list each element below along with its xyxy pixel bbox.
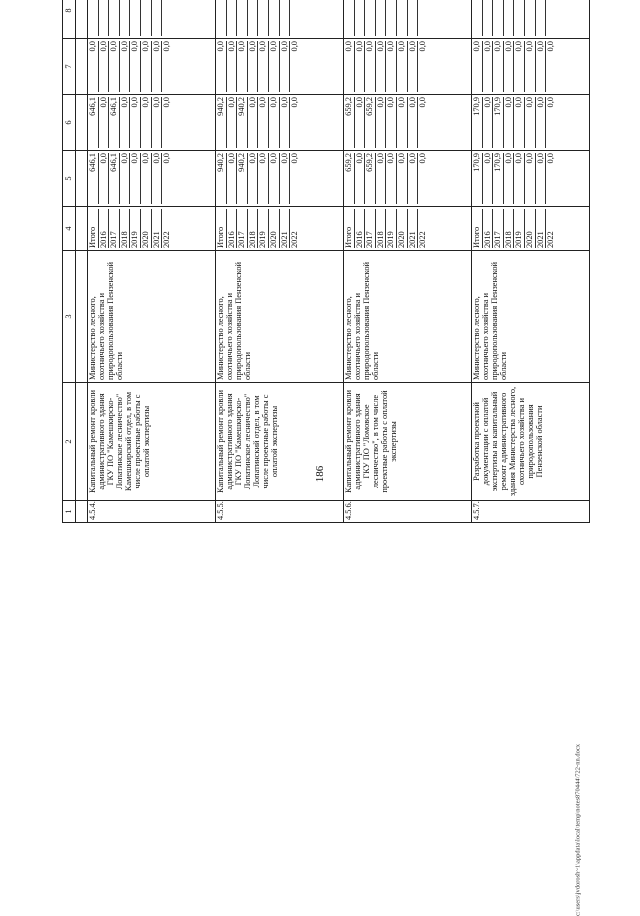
funding-value [365, 0, 376, 36]
funding-value: 0,0 [269, 97, 280, 148]
executor: Министерство лесного, охотничьего хозяйства и природопользования Пензенской области [216, 251, 344, 383]
funding-value: 0,0 [227, 41, 238, 92]
funding-value: 0,0 [141, 41, 152, 92]
executor: Министерство лесного, охотничьего хозяйства и природопользования Пензенской области [88, 251, 216, 383]
funding-value: 0,0 [514, 97, 525, 148]
funding-value: 0,0 [162, 153, 172, 164]
funding-value [290, 0, 300, 36]
funding-value: 0,0 [290, 153, 300, 164]
funding-value: 940,2 [237, 97, 248, 148]
funding-value: 0,0 [386, 153, 397, 204]
funding-value: 0,0 [99, 41, 110, 92]
funding-value [248, 0, 259, 36]
funding-value: 0,0 [280, 97, 291, 148]
funding-value: 0,0 [152, 97, 163, 148]
funding-value: 0,0 [99, 97, 110, 148]
funding-value [514, 0, 525, 36]
year-list [88, 207, 216, 251]
year-label: 2019 [514, 209, 525, 248]
year-label: 2022 [546, 231, 556, 248]
funding-value: 0,0 [483, 41, 494, 92]
funding-value: 659,2 [344, 153, 355, 204]
funding-value [386, 0, 397, 36]
funding-value: 0,0 [408, 97, 419, 148]
funding-value [88, 0, 99, 36]
row-number: 4.5.5. [216, 501, 344, 523]
funding-value: 0,0 [130, 97, 141, 148]
funding-value [280, 0, 291, 36]
funding-value: 940,2 [216, 97, 227, 148]
funding-value: 0,0 [536, 41, 547, 92]
year-label: 2017 [365, 209, 376, 248]
year-label: 2021 [280, 209, 291, 248]
funding-c7 [344, 39, 472, 95]
funding-value: 0,0 [290, 41, 300, 52]
year-label: 2016 [99, 209, 110, 248]
funding-value: 0,0 [258, 97, 269, 148]
measure-name: Капитальный ремонт кровли административного здания ГКУ ПО "Ломовское лесничество", в том числе проектные работы с оплатой экспертизы [344, 383, 472, 501]
program-measures-table [62, 0, 590, 523]
funding-value: 0,0 [386, 97, 397, 148]
funding-value [536, 0, 547, 36]
funding-value: 0,0 [397, 97, 408, 148]
year-label: 2020 [525, 209, 536, 248]
funding-value: 0,0 [525, 41, 536, 92]
funding-value: 0,0 [472, 41, 483, 92]
funding-value: 0,0 [408, 153, 419, 204]
year-label: 2021 [536, 209, 547, 248]
funding-c5 [344, 151, 472, 207]
column-header: 7 [63, 39, 76, 95]
funding-value: 0,0 [525, 97, 536, 148]
funding-value: 0,0 [130, 41, 141, 92]
funding-value [162, 0, 172, 36]
year-label: 2018 [376, 209, 387, 248]
funding-value: 170,9 [493, 153, 504, 204]
funding-value [546, 0, 556, 36]
funding-value: 0,0 [141, 153, 152, 204]
funding-value: 659,2 [365, 153, 376, 204]
footer-file-path: c:\users\jvdorosh~1\appdata\local\temp\notes870444\722-nn.docx [574, 744, 582, 916]
funding-c5 [88, 151, 216, 207]
funding-value: 0,0 [290, 97, 300, 108]
funding-value [216, 0, 227, 36]
funding-value: 0,0 [355, 41, 366, 92]
funding-value: 0,0 [418, 153, 428, 164]
funding-value [418, 0, 428, 36]
year-list [216, 207, 344, 251]
column-header: 6 [63, 95, 76, 151]
funding-value: 0,0 [120, 41, 131, 92]
funding-value: 0,0 [141, 97, 152, 148]
funding-value [355, 0, 366, 36]
subheader-row [76, 0, 88, 523]
funding-value: 0,0 [418, 97, 428, 108]
funding-value: 0,0 [280, 153, 291, 204]
executor: Министерство лесного, охотничьего хозяйства и природопользования Пензенской области [344, 251, 472, 383]
funding-value: 0,0 [162, 41, 172, 52]
funding-value: 0,0 [216, 41, 227, 92]
funding-c6 [88, 95, 216, 151]
funding-value: 0,0 [493, 41, 504, 92]
column-header: 1 [63, 501, 76, 523]
funding-c5 [216, 151, 344, 207]
year-label: 2018 [120, 209, 131, 248]
funding-value: 0,0 [504, 153, 515, 204]
year-label: 2017 [237, 209, 248, 248]
year-label: 2017 [109, 209, 120, 248]
funding-value: 940,2 [237, 153, 248, 204]
funding-value: 0,0 [109, 41, 120, 92]
funding-value [99, 0, 110, 36]
funding-value: 0,0 [152, 41, 163, 92]
funding-c6 [344, 95, 472, 151]
funding-value [493, 0, 504, 36]
column-header: 2 [63, 383, 76, 501]
funding-value: 0,0 [386, 41, 397, 92]
column-header: 8 [63, 0, 76, 39]
funding-value: 0,0 [258, 153, 269, 204]
funding-value: 646,1 [88, 153, 99, 204]
year-label: 2021 [408, 209, 419, 248]
year-label: 2019 [386, 209, 397, 248]
funding-value: 0,0 [418, 41, 428, 52]
funding-value: 0,0 [344, 41, 355, 92]
funding-value [120, 0, 131, 36]
measure-name: Капитальный ремонт кровли административного здания ГКУ ПО "Камешкирско-Лопатинское лесничество" Камешкирский отдел, в том числе проектные работы с оплатой экспертизы [88, 383, 216, 501]
funding-value [227, 0, 238, 36]
year-label: 2016 [483, 209, 494, 248]
measure-name: Разработка проектной документации с оплатой экспертизы на капитальный ремонт административного здания Министерства лесного, охотничьего хозяйства и природопользования Пензенской области [472, 383, 590, 501]
funding-value [525, 0, 536, 36]
column-number-header-row [63, 0, 76, 523]
table-row [216, 0, 344, 523]
year-label: Итого [344, 209, 355, 248]
funding-value: 646,1 [88, 97, 99, 148]
funding-value: 659,2 [344, 97, 355, 148]
funding-value [258, 0, 269, 36]
funding-value: 0,0 [269, 41, 280, 92]
year-label: 2018 [504, 209, 515, 248]
funding-value: 0,0 [269, 153, 280, 204]
page-number: 186 [314, 465, 326, 483]
funding-value: 940,2 [216, 153, 227, 204]
year-label: 2020 [397, 209, 408, 248]
year-label: 2019 [130, 209, 141, 248]
year-label: 2022 [162, 231, 172, 248]
funding-value: 0,0 [408, 41, 419, 92]
funding-value: 0,0 [88, 41, 99, 92]
row-number: 4.5.7. [472, 501, 590, 523]
funding-value: 0,0 [514, 41, 525, 92]
column-header: 5 [63, 151, 76, 207]
funding-value: 646,1 [109, 153, 120, 204]
year-list [472, 207, 590, 251]
column-header: 3 [63, 251, 76, 383]
funding-value: 0,0 [280, 41, 291, 92]
funding-c8 [216, 0, 344, 39]
funding-value: 0,0 [483, 153, 494, 204]
year-label: 2016 [227, 209, 238, 248]
funding-c6 [472, 95, 590, 151]
funding-value: 0,0 [162, 97, 172, 108]
funding-value: 0,0 [525, 153, 536, 204]
column-header: 4 [63, 207, 76, 251]
funding-value: 0,0 [227, 97, 238, 148]
year-label: Итого [216, 209, 227, 248]
funding-value: 0,0 [514, 153, 525, 204]
funding-value: 0,0 [504, 97, 515, 148]
funding-value [483, 0, 494, 36]
funding-c7 [216, 39, 344, 95]
funding-value: 0,0 [248, 97, 259, 148]
funding-value: 0,0 [504, 41, 515, 92]
funding-value [152, 0, 163, 36]
table-body [88, 0, 590, 523]
funding-value: 0,0 [536, 97, 547, 148]
executor: Министерство лесного, охотничьего хозяйства и природопользования Пензенской области [472, 251, 590, 383]
funding-value: 0,0 [152, 153, 163, 204]
year-label: Итого [472, 209, 483, 248]
funding-c5 [472, 151, 590, 207]
funding-value: 0,0 [227, 153, 238, 204]
year-label: 2018 [248, 209, 259, 248]
funding-c8 [472, 0, 590, 39]
funding-value: 0,0 [376, 97, 387, 148]
funding-value: 0,0 [355, 97, 366, 148]
funding-value [237, 0, 248, 36]
funding-value [376, 0, 387, 36]
funding-c7 [472, 39, 590, 95]
year-label: 2022 [290, 231, 300, 248]
funding-value: 0,0 [483, 97, 494, 148]
year-label: 2020 [269, 209, 280, 248]
funding-value: 170,9 [472, 97, 483, 148]
year-label: 2022 [418, 231, 428, 248]
year-label: Итого [88, 209, 99, 248]
funding-value [130, 0, 141, 36]
funding-value: 0,0 [355, 153, 366, 204]
funding-value: 0,0 [546, 153, 556, 164]
funding-c8 [344, 0, 472, 39]
funding-value: 0,0 [546, 97, 556, 108]
year-label: 2021 [152, 209, 163, 248]
funding-value: 0,0 [376, 153, 387, 204]
funding-c7 [88, 39, 216, 95]
table-row [88, 0, 216, 523]
funding-value: 0,0 [237, 41, 248, 92]
funding-c6 [216, 95, 344, 151]
funding-value [397, 0, 408, 36]
rotated-table-region [62, 8, 567, 830]
funding-value [109, 0, 120, 36]
funding-value [504, 0, 515, 36]
table-row [472, 0, 590, 523]
funding-value: 0,0 [120, 97, 131, 148]
funding-value: 170,9 [493, 97, 504, 148]
funding-value [408, 0, 419, 36]
year-label: 2020 [141, 209, 152, 248]
funding-value: 0,0 [120, 153, 131, 204]
year-label: 2017 [493, 209, 504, 248]
funding-value: 0,0 [536, 153, 547, 204]
year-label: 2016 [355, 209, 366, 248]
funding-value: 0,0 [397, 153, 408, 204]
funding-value: 0,0 [248, 41, 259, 92]
funding-value: 0,0 [130, 153, 141, 204]
funding-value: 0,0 [248, 153, 259, 204]
funding-value: 0,0 [99, 153, 110, 204]
table-row [344, 0, 472, 523]
row-number: 4.5.4. [88, 501, 216, 523]
funding-value: 0,0 [376, 41, 387, 92]
funding-value: 170,9 [472, 153, 483, 204]
year-list [344, 207, 472, 251]
funding-value [344, 0, 355, 36]
funding-value: 0,0 [365, 41, 376, 92]
row-number: 4.5.6. [344, 501, 472, 523]
funding-value: 0,0 [258, 41, 269, 92]
measure-name: Капитальный ремонт кровли административного здания ГКУ ПО "Камешкирско-Лопатинское лесничество" Лопатинский отдел, в том числе проектные работы с оплатой экспертизы [216, 383, 344, 501]
year-label: 2019 [258, 209, 269, 248]
funding-value: 646,1 [109, 97, 120, 148]
funding-value [472, 0, 483, 36]
funding-value: 659,2 [365, 97, 376, 148]
funding-value [269, 0, 280, 36]
rotated-table-wrapper [62, 0, 567, 523]
funding-c8 [88, 0, 216, 39]
funding-value: 0,0 [546, 41, 556, 52]
funding-value: 0,0 [397, 41, 408, 92]
funding-value [141, 0, 152, 36]
